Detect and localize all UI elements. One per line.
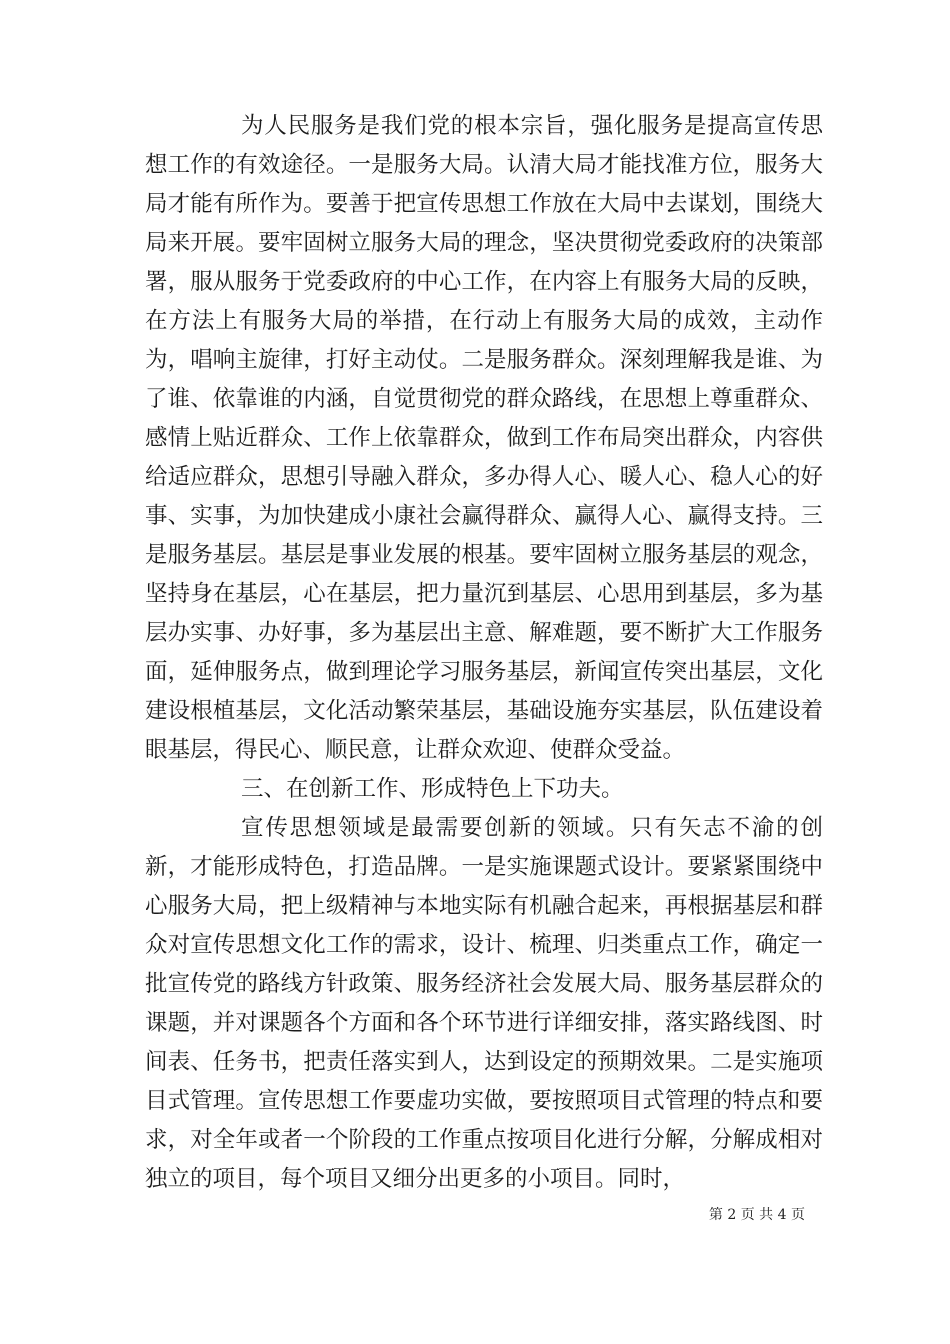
paragraph-service: 为人民服务是我们党的根本宗旨，强化服务是提高宣传思想工作的有效途径。一是服务大局。认清大局才能找准方位，服务大局才能有所作为。要善于把宣传思想工作放在大局中去谋划，围绕大局来开展。要牢固树立服务大局的理念，坚决贯彻党委政府的决策部署，服从服务于党委政府的中心工作，在内容上有服务大局的反映，在方法上有服务大局的举措，在行动上有服务大局的成效，主动作为，唱响主旋律，打好主动仗。二是服务群众。深刻理解我是谁、为了谁、依靠谁的内涵，自觉贯彻党的群众路线，在思想上尊重群众、感情上贴近群众、工作上依靠群众，做到工作布局突出群众，内容供给适应群众，思想引导融入群众，多办得人心、暖人心、稳人心的好事、实事，为加快建成小康社会赢得群众、赢得人心、赢得支持。三是服务基层。基层是事业发展的根基。要牢固树立服务基层的观念，坚持身在基层，心在基层，把力量沉到基层、心思用到基层，多为基层办实事、办好事，多为基层出主意、解难题，要不断扩大工作服务面，延伸服务点，做到理论学习服务基层，新闻宣传突出基层，文化建设根植基层，文化活动繁荣基层，基础设施夯实基层，队伍建设着眼基层，得民心、顺民意，让群众欢迎、使群众受益。 xyxy=(145,113,823,763)
page-number: 第 2 页 共 4 页 xyxy=(708,1207,805,1223)
paragraph-innovation: 宣传思想领域是最需要创新的领域。只有矢志不渝的创新，才能形成特色，打造品牌。一是实施课题式设计。要紧紧围绕中心服务大局，把上级精神与本地实际有机融合起来，再根据基层和群众对宣传思想文化工作的需求，设计、梳理、归类重点工作，确定一批宣传党的路线方针政策、服务经济社会发展大局、服务基层群众的课题，并对课题各个方面和各个环节进行详细安排，落实路线图、时间表、任务书，把责任落实到人，达到设定的预期效果。二是实施项目式管理。宣传思想工作要虚功实做，要按照项目式管理的特点和要求，对全年或者一个阶段的工作重点按项目化进行分解，分解成相对独立的项目，每个项目又细分出更多的小项目。同时， xyxy=(145,815,823,1192)
document-body xyxy=(145,107,823,1199)
section-heading-innovation: 三、在创新工作、形成特色上下功夫。 xyxy=(241,776,624,802)
